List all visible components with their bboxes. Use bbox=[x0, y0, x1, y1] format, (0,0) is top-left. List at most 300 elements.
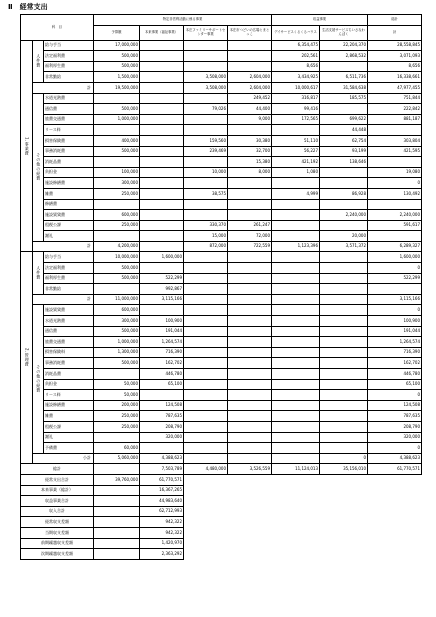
value-cell: 2,604,000 bbox=[228, 82, 272, 93]
value-cell: 3,508,000 bbox=[184, 72, 228, 83]
value-cell bbox=[140, 443, 184, 454]
value-cell: 0 bbox=[368, 178, 422, 189]
value-cell: 522,299 bbox=[368, 273, 422, 284]
summary-budget bbox=[94, 538, 140, 549]
header-tokutei: 特定非営利活動に係る事業 bbox=[94, 15, 272, 26]
value-cell: 10,000 bbox=[184, 167, 228, 178]
value-cell bbox=[320, 411, 368, 422]
value-cell: 28,558,845 bbox=[368, 40, 422, 51]
value-cell: 19,500,000 bbox=[94, 82, 140, 93]
value-cell bbox=[140, 241, 184, 252]
value-cell: 522,299 bbox=[140, 273, 184, 284]
s2-sonota-label: その他の経費 bbox=[33, 305, 44, 453]
summary-row bbox=[21, 496, 422, 507]
value-cell bbox=[184, 379, 228, 390]
value-cell: 100,900 bbox=[140, 316, 184, 327]
value-cell bbox=[320, 220, 368, 231]
summary-budget bbox=[94, 485, 140, 496]
value-cell: 250,000 bbox=[94, 188, 140, 199]
value-cell: 316,817 bbox=[272, 93, 320, 104]
header-col7: 計 bbox=[368, 25, 422, 40]
item-label: 負担金 bbox=[44, 167, 94, 178]
value-cell bbox=[272, 347, 320, 358]
header-col3: 本庄ファミリーサポートセンター事業 bbox=[184, 25, 228, 40]
value-cell bbox=[228, 294, 272, 305]
item-label: 水道光熱費 bbox=[44, 93, 94, 104]
value-cell bbox=[368, 284, 422, 295]
item-label: 租税公課 bbox=[44, 220, 94, 231]
value-cell bbox=[272, 390, 320, 401]
value-cell: 50,000 bbox=[94, 390, 140, 401]
item-label: 法定福利費 bbox=[44, 51, 94, 62]
value-cell: 191,044 bbox=[368, 326, 422, 337]
value-cell: 3,071,093 bbox=[368, 51, 422, 62]
value-cell bbox=[140, 231, 184, 242]
value-cell: 751,844 bbox=[368, 93, 422, 104]
value-cell bbox=[140, 263, 184, 274]
value-cell: 65,100 bbox=[140, 379, 184, 390]
table-row bbox=[21, 114, 422, 125]
item-label: 施設修繕費 bbox=[44, 400, 94, 411]
value-cell bbox=[94, 432, 140, 443]
value-cell: 100,900 bbox=[368, 316, 422, 327]
value-cell bbox=[228, 178, 272, 189]
table-row bbox=[21, 421, 422, 432]
value-cell bbox=[184, 273, 228, 284]
summary-row bbox=[21, 506, 422, 517]
value-cell: 6,354,475 bbox=[272, 40, 320, 51]
item-label: 給与手当 bbox=[44, 252, 94, 263]
summary-budget bbox=[94, 506, 140, 517]
value-cell bbox=[320, 326, 368, 337]
value-cell: 185,575 bbox=[320, 93, 368, 104]
value-cell: 7,503,789 bbox=[140, 464, 184, 475]
value-cell: 3,115,166 bbox=[140, 294, 184, 305]
value-cell: 446,780 bbox=[368, 369, 422, 380]
value-cell bbox=[140, 210, 184, 221]
header-col6: 生活支援サービスちいさなわんぱく bbox=[320, 25, 368, 40]
value-cell bbox=[272, 326, 320, 337]
value-cell bbox=[94, 284, 140, 295]
value-cell: 872,000 bbox=[184, 241, 228, 252]
item-label: 予備費 bbox=[44, 443, 94, 454]
item-label: 旅費交通費 bbox=[44, 114, 94, 125]
value-cell bbox=[228, 432, 272, 443]
item-label: 雑費 bbox=[44, 188, 94, 199]
value-cell: 31,584,638 bbox=[320, 82, 368, 93]
summary-blank bbox=[184, 527, 422, 538]
item-label: 雑費 bbox=[44, 411, 94, 422]
s1-jinken-label: 人件費 bbox=[33, 40, 44, 82]
value-cell bbox=[320, 400, 368, 411]
summary-value: 1,420,970 bbox=[140, 538, 184, 549]
table-row bbox=[21, 337, 422, 348]
value-cell: 2,604,000 bbox=[228, 72, 272, 83]
table-row bbox=[21, 316, 422, 327]
value-cell bbox=[320, 273, 368, 284]
value-cell bbox=[272, 400, 320, 411]
value-cell bbox=[140, 188, 184, 199]
summary-label: 本来事業（総計） bbox=[21, 485, 94, 496]
value-cell: 5,060,000 bbox=[94, 453, 140, 464]
value-cell: 300,000 bbox=[94, 178, 140, 189]
value-cell: 600,000 bbox=[94, 210, 140, 221]
value-cell bbox=[184, 51, 228, 62]
summary-blank bbox=[184, 538, 422, 549]
value-cell bbox=[272, 263, 320, 274]
value-cell: 159,560 bbox=[184, 135, 228, 146]
item-label: 租税公課 bbox=[44, 421, 94, 432]
item-label: 給与手当 bbox=[44, 40, 94, 51]
table-row bbox=[21, 104, 422, 115]
value-cell: 1,300,000 bbox=[94, 347, 140, 358]
value-cell bbox=[140, 40, 184, 51]
subtotal-label: 計 bbox=[33, 82, 94, 93]
value-cell bbox=[184, 390, 228, 401]
value-cell bbox=[94, 93, 140, 104]
item-label: 事務消耗費 bbox=[44, 146, 94, 157]
value-cell: 44,448 bbox=[320, 125, 368, 136]
summary-value: 942,322 bbox=[140, 527, 184, 538]
value-cell bbox=[320, 432, 368, 443]
value-cell bbox=[140, 146, 184, 157]
table-row bbox=[21, 400, 422, 411]
table-row bbox=[21, 125, 422, 136]
value-cell: 8,656 bbox=[368, 61, 422, 72]
value-cell bbox=[140, 51, 184, 62]
value-cell bbox=[94, 369, 140, 380]
summary-label: 経常支出合計 bbox=[21, 474, 94, 485]
value-cell: 79,026 bbox=[184, 104, 228, 115]
header-shueki: 収益事業 bbox=[272, 15, 368, 26]
value-cell bbox=[94, 464, 140, 475]
value-cell: 600,000 bbox=[94, 305, 140, 316]
value-cell bbox=[184, 157, 228, 168]
s2-jinken-label: 人件費 bbox=[33, 252, 44, 294]
summary-blank bbox=[184, 474, 422, 485]
value-cell: 162,702 bbox=[368, 358, 422, 369]
item-label: 施設賃貸費 bbox=[44, 210, 94, 221]
value-cell: 44,400 bbox=[228, 104, 272, 115]
value-cell bbox=[140, 72, 184, 83]
value-cell: 500,000 bbox=[94, 358, 140, 369]
value-cell bbox=[140, 220, 184, 231]
value-cell bbox=[140, 125, 184, 136]
value-cell bbox=[228, 210, 272, 221]
value-cell: 1,123,396 bbox=[272, 241, 320, 252]
value-cell: 1,264,574 bbox=[368, 337, 422, 348]
value-cell bbox=[272, 411, 320, 422]
value-cell: 0 bbox=[368, 305, 422, 316]
header-col1: 予算額 bbox=[94, 25, 140, 40]
value-cell: 22,204,370 bbox=[320, 40, 368, 51]
summary-blank bbox=[184, 485, 422, 496]
value-cell bbox=[272, 178, 320, 189]
value-cell: 330,370 bbox=[184, 220, 228, 231]
value-cell bbox=[184, 263, 228, 274]
item-label: 福利厚生費 bbox=[44, 273, 94, 284]
value-cell bbox=[140, 390, 184, 401]
item-label: 福利厚生費 bbox=[44, 61, 94, 72]
value-cell bbox=[272, 210, 320, 221]
table-row bbox=[21, 220, 422, 231]
summary-budget bbox=[94, 496, 140, 507]
value-cell: 208,790 bbox=[140, 421, 184, 432]
value-cell: 99,416 bbox=[272, 104, 320, 115]
value-cell: 19,080 bbox=[368, 167, 422, 178]
value-cell bbox=[184, 40, 228, 51]
value-cell bbox=[184, 114, 228, 125]
summary-row bbox=[21, 549, 422, 560]
value-cell bbox=[320, 421, 368, 432]
value-cell: 15,380 bbox=[228, 157, 272, 168]
value-cell bbox=[140, 135, 184, 146]
value-cell bbox=[94, 125, 140, 136]
summary-blank bbox=[184, 506, 422, 517]
value-cell bbox=[272, 294, 320, 305]
value-cell: 250,000 bbox=[94, 421, 140, 432]
value-cell bbox=[320, 369, 368, 380]
value-cell bbox=[228, 443, 272, 454]
summary-value: 61,770,571 bbox=[140, 474, 184, 485]
item-label: 謝礼 bbox=[44, 231, 94, 242]
value-cell bbox=[320, 305, 368, 316]
value-cell: 222,842 bbox=[368, 104, 422, 115]
table-row bbox=[21, 61, 422, 72]
value-cell bbox=[228, 284, 272, 295]
value-cell bbox=[272, 305, 320, 316]
value-cell bbox=[272, 379, 320, 390]
table-row bbox=[21, 178, 422, 189]
value-cell: 172,565 bbox=[272, 114, 320, 125]
value-cell: 303,804 bbox=[368, 135, 422, 146]
value-cell: 250,000 bbox=[94, 411, 140, 422]
value-cell bbox=[320, 337, 368, 348]
item-label: リース料 bbox=[44, 125, 94, 136]
value-cell: 716,390 bbox=[368, 347, 422, 358]
value-cell: 10,000,617 bbox=[272, 82, 320, 93]
value-cell bbox=[272, 273, 320, 284]
value-cell: 2,240,000 bbox=[320, 210, 368, 221]
value-cell: 3,571,372 bbox=[320, 241, 368, 252]
item-label: 非常勤給 bbox=[44, 72, 94, 83]
table-row bbox=[21, 411, 422, 422]
value-cell bbox=[184, 316, 228, 327]
value-cell bbox=[184, 347, 228, 358]
value-cell bbox=[228, 358, 272, 369]
summary-label: 収入合計 bbox=[21, 506, 94, 517]
value-cell bbox=[272, 443, 320, 454]
value-cell: 51,110 bbox=[272, 135, 320, 146]
value-cell bbox=[184, 358, 228, 369]
subtotal-row bbox=[21, 294, 422, 305]
value-cell: 35,156,010 bbox=[320, 464, 368, 475]
value-cell bbox=[272, 337, 320, 348]
item-label: 損害保険費 bbox=[44, 135, 94, 146]
value-cell: 8,656 bbox=[272, 61, 320, 72]
value-cell: 1,264,574 bbox=[140, 337, 184, 348]
value-cell: 208,790 bbox=[368, 421, 422, 432]
table-row bbox=[21, 51, 422, 62]
value-cell bbox=[228, 347, 272, 358]
value-cell bbox=[272, 252, 320, 263]
summary-value: 44,983,640 bbox=[140, 496, 184, 507]
value-cell: 500,000 bbox=[94, 104, 140, 115]
value-cell: 9,000 bbox=[228, 114, 272, 125]
item-label: 水道光熱費 bbox=[44, 316, 94, 327]
summary-label: 収益事業合計 bbox=[21, 496, 94, 507]
table-row bbox=[21, 263, 422, 274]
value-cell bbox=[228, 51, 272, 62]
value-cell: 992,867 bbox=[140, 284, 184, 295]
summary-label: 経常収支差額 bbox=[21, 517, 94, 528]
item-label: 非常勤給 bbox=[44, 284, 94, 295]
value-cell: 30,380 bbox=[228, 135, 272, 146]
table-row bbox=[21, 358, 422, 369]
value-cell: 787,635 bbox=[368, 411, 422, 422]
value-cell bbox=[320, 316, 368, 327]
summary-value: 62,712,993 bbox=[140, 506, 184, 517]
item-label: 通信費 bbox=[44, 104, 94, 115]
value-cell: 421,192 bbox=[272, 157, 320, 168]
value-cell bbox=[272, 220, 320, 231]
value-cell bbox=[228, 453, 272, 464]
value-cell bbox=[140, 104, 184, 115]
value-cell: 72,000 bbox=[228, 231, 272, 242]
value-cell: 446,780 bbox=[140, 369, 184, 380]
summary-row bbox=[21, 517, 422, 528]
value-cell bbox=[228, 379, 272, 390]
value-cell bbox=[320, 178, 368, 189]
summary-row bbox=[21, 485, 422, 496]
value-cell: 2,868,532 bbox=[320, 51, 368, 62]
value-cell: 591,617 bbox=[368, 220, 422, 231]
header-sokei: 総計 bbox=[368, 15, 422, 26]
s1-section-label: 1.事業費 bbox=[21, 40, 33, 252]
table-row bbox=[21, 432, 422, 443]
value-cell bbox=[368, 157, 422, 168]
value-cell: 8,000 bbox=[228, 167, 272, 178]
table-row bbox=[21, 40, 422, 51]
value-cell bbox=[228, 125, 272, 136]
value-cell bbox=[272, 284, 320, 295]
value-cell: 239,469 bbox=[184, 146, 228, 157]
value-cell: 787,635 bbox=[140, 411, 184, 422]
item-label: 謝礼 bbox=[44, 432, 94, 443]
item-label: 通信費 bbox=[44, 326, 94, 337]
value-cell: 20,000 bbox=[320, 231, 368, 242]
header-col4: 本庄市つどいの広場とまとっこ bbox=[228, 25, 272, 40]
value-cell bbox=[140, 93, 184, 104]
value-cell bbox=[320, 390, 368, 401]
value-cell: 0 bbox=[368, 443, 422, 454]
value-cell: 0 bbox=[320, 453, 368, 464]
value-cell bbox=[272, 432, 320, 443]
value-cell bbox=[228, 390, 272, 401]
item-label: 消耗品費 bbox=[44, 369, 94, 380]
value-cell bbox=[272, 199, 320, 210]
summary-label: 次期繰越収支差額 bbox=[21, 549, 94, 560]
value-cell: 0 bbox=[368, 263, 422, 274]
value-cell: 1,600,000 bbox=[140, 252, 184, 263]
value-cell bbox=[228, 337, 272, 348]
item-label: 旅費交通費 bbox=[44, 337, 94, 348]
summary-blank bbox=[184, 496, 422, 507]
value-cell: 699,622 bbox=[320, 114, 368, 125]
value-cell: 47,977,455 bbox=[368, 82, 422, 93]
value-cell: 11,124,013 bbox=[272, 464, 320, 475]
value-cell bbox=[140, 167, 184, 178]
summary-label: 前期繰越収支差額 bbox=[21, 538, 94, 549]
value-cell: 250,000 bbox=[94, 220, 140, 231]
summary-budget bbox=[94, 527, 140, 538]
value-cell: 4,388,623 bbox=[140, 453, 184, 464]
s2-section-label: 2.管理費 bbox=[21, 252, 33, 464]
table-row bbox=[21, 135, 422, 146]
summary-budget: 39,760,000 bbox=[94, 474, 140, 485]
table-row bbox=[21, 443, 422, 454]
value-cell bbox=[184, 284, 228, 295]
value-cell bbox=[184, 305, 228, 316]
summary-value: 16,367,265 bbox=[140, 485, 184, 496]
value-cell bbox=[140, 61, 184, 72]
value-cell: 191,044 bbox=[140, 326, 184, 337]
value-cell: 162,702 bbox=[140, 358, 184, 369]
summary-row bbox=[21, 538, 422, 549]
value-cell: 3,508,000 bbox=[184, 82, 228, 93]
subtotal-row bbox=[21, 82, 422, 93]
value-cell bbox=[320, 284, 368, 295]
summary-row bbox=[21, 474, 422, 485]
value-cell bbox=[184, 326, 228, 337]
value-cell bbox=[184, 199, 228, 210]
value-cell bbox=[140, 199, 184, 210]
summary-budget bbox=[94, 517, 140, 528]
value-cell: 4,999 bbox=[272, 188, 320, 199]
value-cell bbox=[320, 347, 368, 358]
value-cell bbox=[184, 337, 228, 348]
value-cell bbox=[184, 93, 228, 104]
value-cell bbox=[184, 210, 228, 221]
value-cell bbox=[184, 453, 228, 464]
subtotal-row bbox=[21, 241, 422, 252]
value-cell: 716,390 bbox=[140, 347, 184, 358]
value-cell: 3,434,925 bbox=[272, 72, 320, 83]
value-cell bbox=[320, 252, 368, 263]
summary-value: 942,322 bbox=[140, 517, 184, 528]
value-cell: 400,000 bbox=[94, 135, 140, 146]
value-cell: 17,000,000 bbox=[94, 40, 140, 51]
value-cell: 6,511,736 bbox=[320, 72, 368, 83]
value-cell: 1,500,000 bbox=[94, 72, 140, 83]
value-cell: 421,595 bbox=[368, 146, 422, 157]
header-col2: 本来事業（福祉事業） bbox=[140, 25, 184, 40]
table-row bbox=[21, 146, 422, 157]
value-cell: 15,000 bbox=[184, 231, 228, 242]
value-cell bbox=[272, 358, 320, 369]
value-cell bbox=[320, 443, 368, 454]
table-row bbox=[21, 390, 422, 401]
value-cell bbox=[228, 40, 272, 51]
table-row bbox=[21, 252, 422, 263]
header-kamoku: 科 目 bbox=[21, 15, 94, 41]
value-cell: 881,187 bbox=[368, 114, 422, 125]
value-cell: 500,000 bbox=[94, 273, 140, 284]
value-cell: 56,227 bbox=[272, 146, 320, 157]
value-cell bbox=[320, 61, 368, 72]
subtotal-row bbox=[21, 453, 422, 464]
value-cell bbox=[228, 326, 272, 337]
